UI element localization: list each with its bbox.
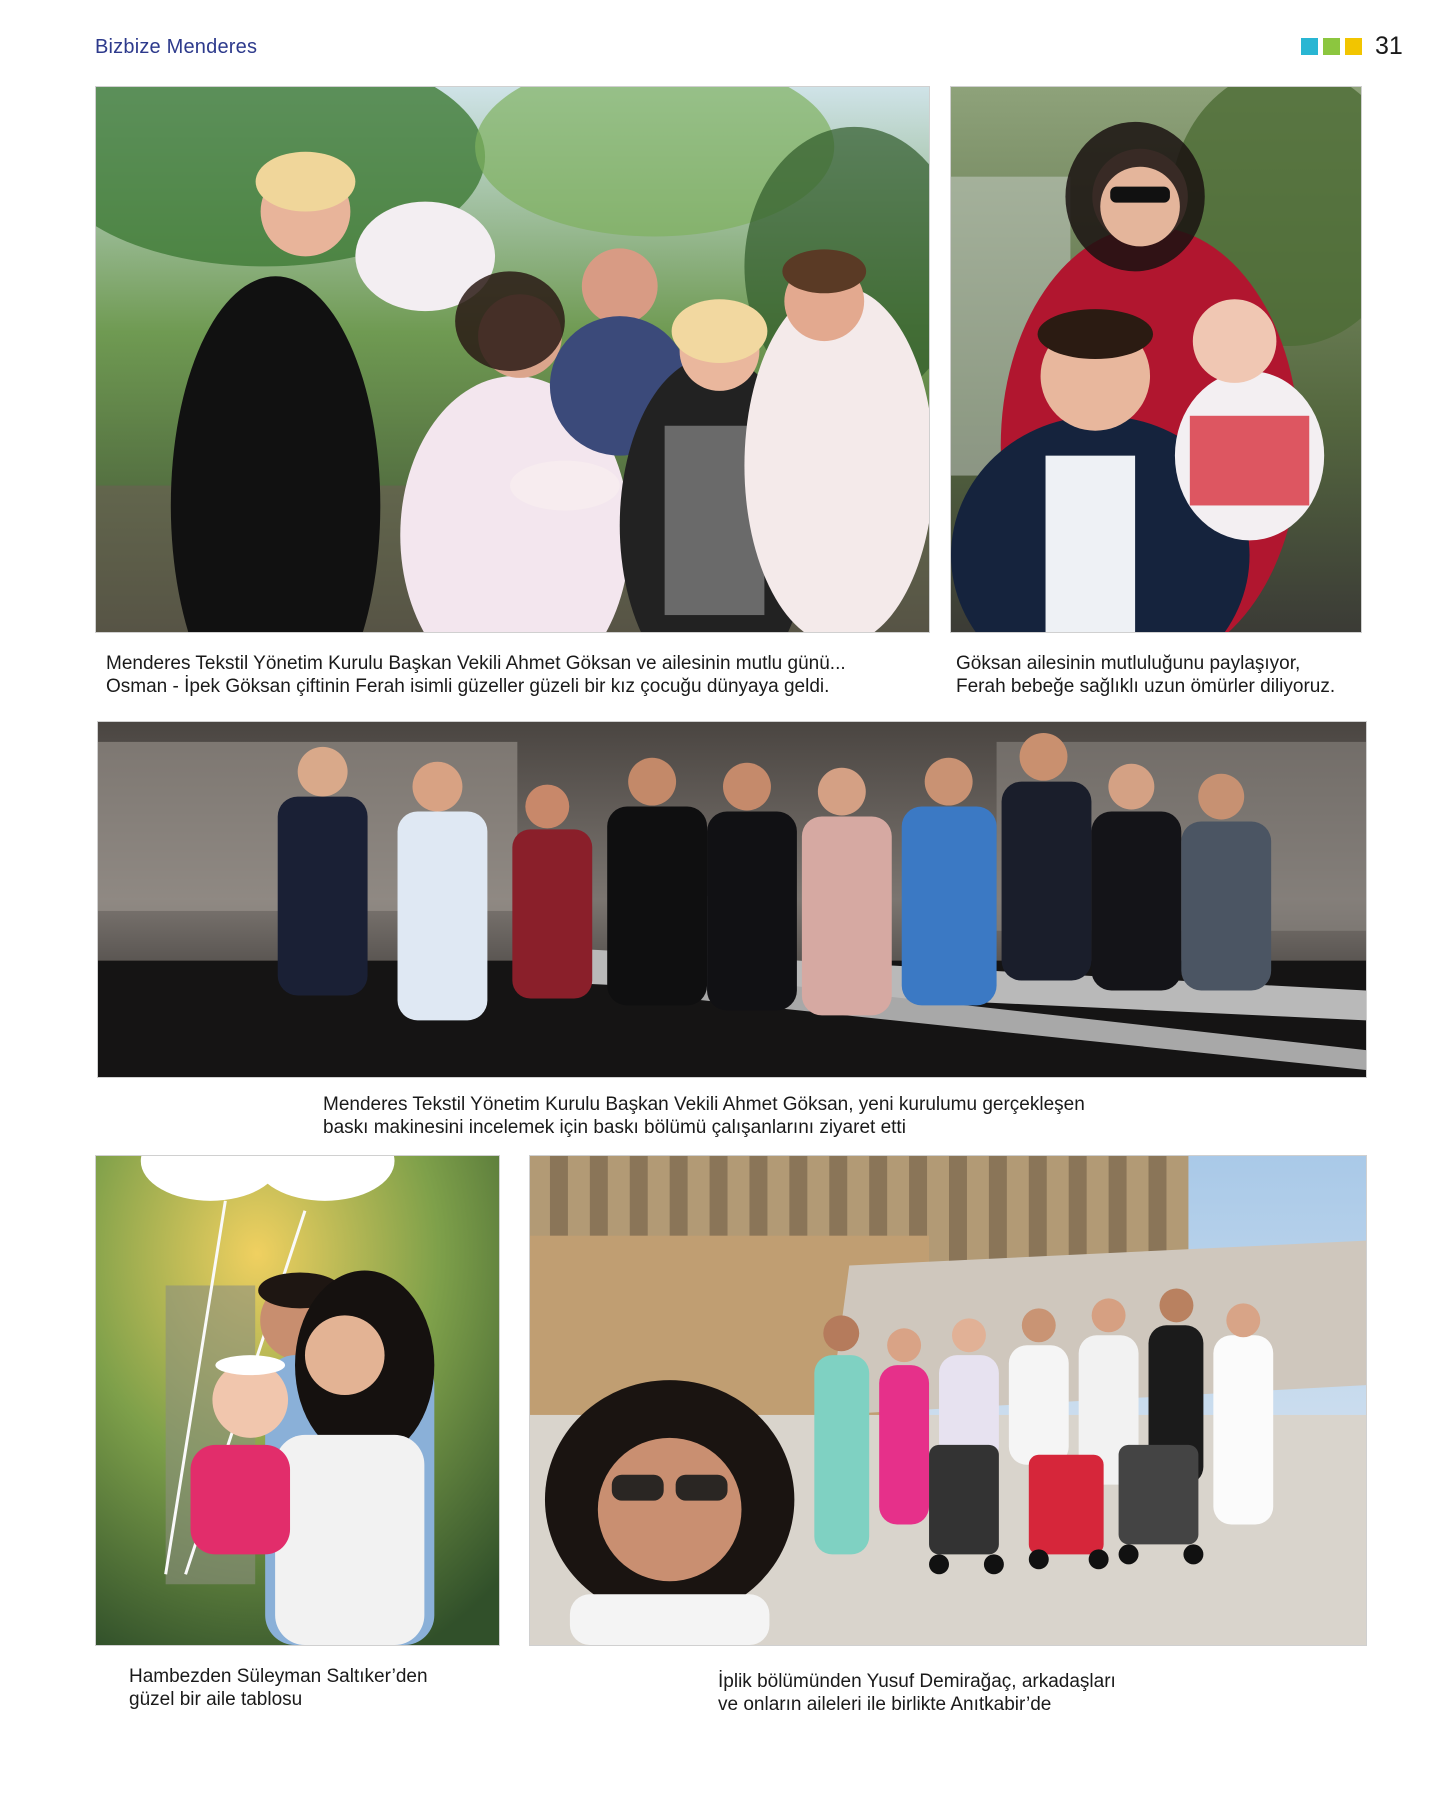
factory-visit-group-photo (97, 721, 1367, 1078)
family-photo-sea-view (95, 86, 930, 633)
yellow-square-icon (1345, 38, 1362, 55)
caption-line: baskı makinesini incelemek için baskı bölümü çalışanlarını ziyaret etti (323, 1117, 906, 1138)
couple-with-baby-photo (950, 86, 1362, 633)
caption-line: Menderes Tekstil Yönetim Kurulu Başkan Vekili Ahmet Göksan ve ailesinin mutlu günü... (106, 653, 846, 674)
caption-line: Hambezden Süleyman Saltıker’den (129, 1666, 428, 1687)
caption-line: Osman - İpek Göksan çiftinin Ferah isimli güzeller güzeli bir kız çocuğu dünyaya geldi. (106, 676, 830, 697)
anitkabir-photo-caption (718, 1670, 1116, 1716)
family-with-balloons-photo (95, 1155, 500, 1646)
page-marker (1301, 32, 1403, 61)
caption-line: Ferah bebeğe sağlıklı uzun ömürler diliyoruz. (956, 676, 1336, 697)
caption-line: güzel bir aile tablosu (129, 1689, 303, 1710)
caption-line: Göksan ailesinin mutluluğunu paylaşıyor, (956, 653, 1301, 674)
family-photo-caption (106, 652, 846, 698)
magazine-title: Bizbize Menderes (95, 36, 258, 58)
cyan-square-icon (1301, 38, 1318, 55)
factory-photo-caption (323, 1093, 1085, 1139)
balloons-photo-caption (129, 1665, 428, 1711)
caption-line: ve onların aileleri ile birlikte Anıtkabir’de (718, 1694, 1052, 1715)
couple-photo-caption (956, 652, 1335, 698)
page-number: 31 (1375, 32, 1403, 60)
caption-line: Menderes Tekstil Yönetim Kurulu Başkan Vekili Ahmet Göksan, yeni kurulumu gerçekleşen (323, 1094, 1085, 1115)
anitkabir-group-photo (529, 1155, 1367, 1646)
caption-line: İplik bölümünden Yusuf Demirağaç, arkadaşları (718, 1671, 1116, 1692)
green-square-icon (1323, 38, 1340, 55)
